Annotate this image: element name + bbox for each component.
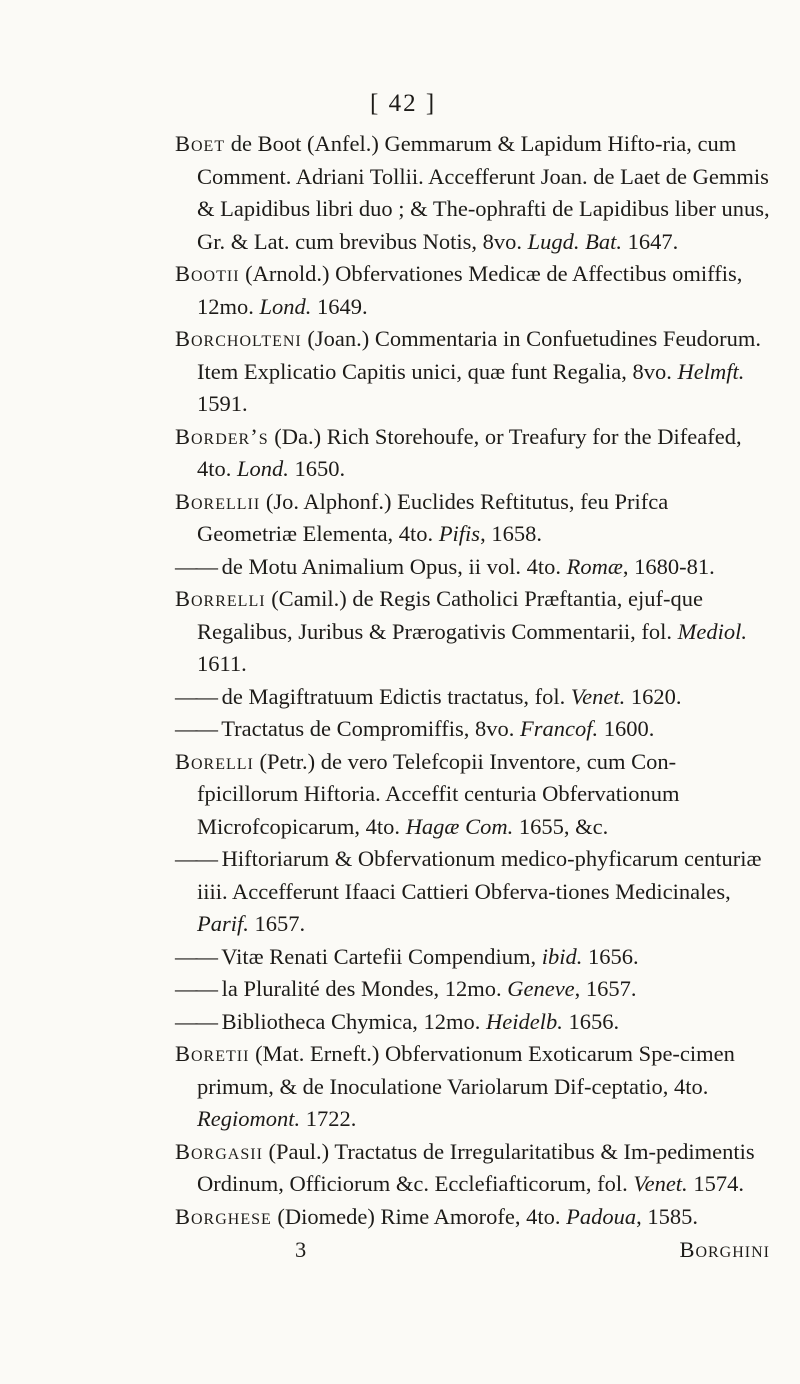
entry-place: Lond. (259, 293, 312, 319)
entry-place: Regiomont. (197, 1106, 301, 1131)
entry-date: 1722. (300, 1106, 357, 1131)
entry-title: (Camil.) de Regis Catholici Præftantia, ejuf-que Regalibus, Juribus & Prærogativis Commentarii, fol. (197, 586, 703, 644)
entry-date: 1650. (288, 456, 346, 481)
entry-title: (Petr.) de vero Telefcopii Inventore, cum Con-fpicillorum Hiftoria. Acceffit centuria Obfervationum Microfcopicarum, 4to. (197, 748, 680, 839)
catalogue-entry (175, 973, 770, 1006)
entry-date: 1591. (197, 391, 248, 416)
entry-title: (Paul.) Tractatus de Irregularitatibus & Im-pedimentis Ordinum, Officiorum &c. Ecclefiafticorum, fol. (197, 1138, 755, 1196)
entry-place: Helmft. (677, 358, 745, 384)
entry-title: Vitæ Renati Cartefii Compendium, (216, 943, 542, 969)
entry-place: Heidelb. (485, 1008, 563, 1034)
ditto-dash: —— (175, 976, 216, 1001)
catalogue-entry (175, 843, 770, 941)
entry-place: Mediol. (677, 618, 747, 644)
ditto-dash: —— (175, 716, 216, 741)
entry-place: Romæ (566, 553, 623, 579)
entry-title: (Arnold.) Obfervationes Medicæ de Affectibus omiffis, 12mo. (197, 261, 743, 319)
entry-title: (Diomede) Rime Amorofe, 4to. (271, 1203, 567, 1229)
entry-place: Lugd. Bat. (527, 228, 622, 254)
entry-title: (Jo. Alphonf.) Euclides Reftitutus, feu Prifca Geometriæ Elementa, 4to. (197, 488, 669, 546)
catalogue-entry (175, 258, 770, 323)
entry-date: , 1585. (636, 1203, 698, 1229)
entry-title: (Mat. Erneft.) Obfervationum Exoticarum Spe-cimen primum, & de Inoculatione Variolarum Dif-ceptatio, 4to. (197, 1041, 735, 1099)
catalogue-entry (175, 941, 770, 974)
catalogue-entry (175, 1201, 770, 1234)
entry-date: , 1658. (480, 521, 542, 546)
catalogue-entry (175, 1006, 770, 1039)
catchword: Borghini (679, 1237, 770, 1262)
entry-date: 1620. (625, 683, 682, 709)
entry-place: ibid. (541, 943, 583, 969)
entry-place: Hagæ Com. (405, 813, 514, 839)
signature-mark: 3 (295, 1237, 307, 1262)
entry-title: Hiftoriarum & Obfervationum medico-phyficarum centuriæ iiii. Accefferunt Ifaaci Cattieri Obferva-tiones Medicinales, (197, 846, 762, 904)
entry-place: Lond. (237, 456, 289, 481)
entry-author: Boet (175, 131, 226, 156)
entry-title: la Pluralité des Mondes, 12mo. (216, 976, 508, 1001)
catalogue-entry (175, 681, 770, 714)
entry-author: Borghese (175, 1203, 272, 1229)
entry-date: 1655, &c. (513, 813, 609, 839)
catalogue-entry (175, 128, 770, 258)
ditto-dash: —— (175, 846, 216, 871)
catalogue-entry (175, 323, 770, 421)
ditto-dash: —— (175, 1008, 216, 1034)
entry-author: Borellii (175, 488, 261, 514)
entry-date: 1611. (197, 651, 247, 676)
catalogue-entry (175, 713, 770, 746)
entry-author: Borelli (175, 748, 254, 774)
entry-author: Boretii (175, 1041, 250, 1066)
entry-title: de Boot (Anfel.) Gemmarum & Lapidum Hifto-ria, cum Comment. Adriani Tollii. Accefferunt Joan. de Laet de Gemmis & Lapidibus libri duo ; & The-ophrafti de Lapidibus liber unus, Gr. & Lat. cum brevibus Notis, 8vo. (197, 131, 770, 254)
entry-place: Venet. (633, 1171, 688, 1196)
entry-author: Bootii (175, 261, 240, 286)
catalogue-entries (175, 128, 770, 1233)
entry-author: Border’s (175, 423, 269, 449)
entry-date: 1657. (248, 911, 306, 936)
entry-date: 1574. (687, 1171, 744, 1196)
entry-date: , 1680-81. (622, 553, 715, 579)
entry-title: Bibliotheca Chymica, 12mo. (216, 1008, 486, 1034)
catalogue-entry (175, 583, 770, 681)
ditto-dash: —— (175, 943, 216, 969)
entry-title: de Motu Animalium Opus, ii vol. 4to. (216, 553, 567, 579)
entry-place: Geneve (507, 976, 575, 1001)
entry-place: Pifis (438, 521, 481, 546)
entry-date: , 1657. (574, 976, 637, 1001)
entry-title: de Magiftratuum Edictis tractatus, fol. (216, 683, 571, 709)
entry-author: Borcholteni (175, 326, 302, 351)
entry-date: 1649. (311, 293, 368, 319)
catalogue-entry (175, 746, 770, 844)
catalogue-entry (175, 1136, 770, 1201)
ditto-dash: —— (175, 683, 216, 709)
entry-title: (Da.) Rich Storehoufe, or Treafury for the Difeafed, 4to. (197, 423, 742, 481)
entry-place: Francof. (519, 716, 599, 741)
catalogue-entry (175, 1038, 770, 1136)
entry-place: Parif. (197, 911, 249, 936)
entry-date: 1656. (582, 943, 639, 969)
ditto-dash: —— (175, 553, 216, 579)
entry-date: 1656. (562, 1008, 620, 1034)
entry-title: Tractatus de Compromiffis, 8vo. (216, 716, 520, 741)
entry-author: Borgasii (175, 1138, 263, 1164)
entry-author: Borrelli (175, 586, 266, 611)
catalogue-entry (175, 486, 770, 551)
entry-date: 1647. (621, 228, 679, 254)
entry-date: 1600. (598, 716, 655, 741)
entry-place: Venet. (570, 683, 626, 709)
catalogue-entry (175, 551, 770, 584)
entry-title: (Joan.) Commentaria in Confuetudines Feudorum. Item Explicatio Capitis unici, quæ funt Regalia, 8vo. (197, 326, 762, 384)
page-number: [ 42 ] (370, 90, 437, 117)
entry-place: Padoua (566, 1203, 637, 1229)
catalogue-entry (175, 421, 770, 486)
